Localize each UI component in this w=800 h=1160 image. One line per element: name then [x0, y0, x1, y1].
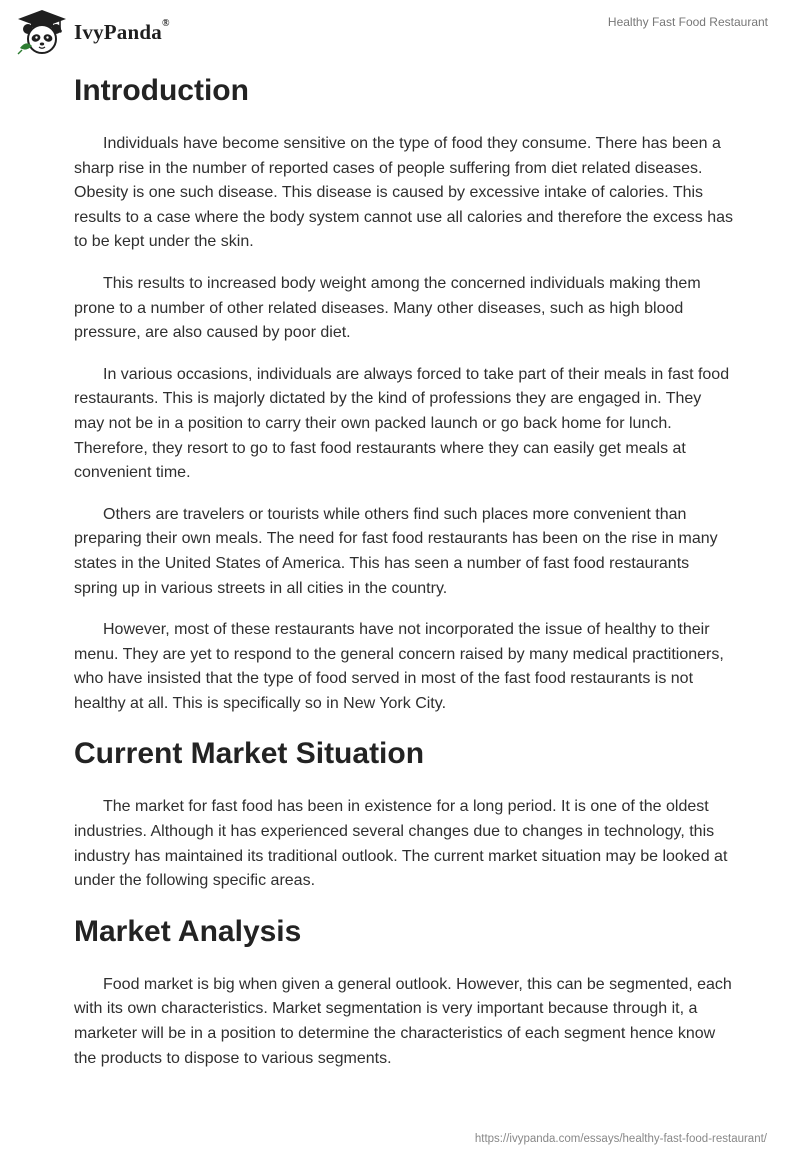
paragraph: The market for fast food has been in existence for a long period. It is one of the oldest industries. Although it has experienced several changes due to changes in technology, this industry has maintained its traditional outlook. The current market situation may be looked at under the following specific areas. [74, 798, 728, 890]
paragraph: Food market is big when given a general outlook. However, this can be segmented, each with its own characteristics. Market segmentation is very important because through it, a marketer will be in a position to determine the characteristics of each segment hence know the products to dispose to various segments. [74, 975, 732, 1067]
brand-logo[interactable] [16, 8, 170, 56]
section-heading: Current Market Situation [74, 737, 425, 771]
source-url[interactable]: https://ivypanda.com/essays/healthy-fast-food-restaurant/ [474, 1133, 767, 1145]
page-header [0, 0, 800, 64]
paragraph: Others are travelers or tourists while others find such places more convenient than preparing their own meals. The need for fast food restaurants has been on the rise in many states in the United States of America. This has seen a number of fast food restaurants spring up in various streets in all cities in the country. [74, 505, 718, 597]
document-title: Healthy Fast Food Restaurant [607, 15, 768, 29]
paragraph: This results to increased body weight among the concerned individuals making them prone to a number of other related diseases. Many other diseases, such as high blood pressure, are also caused by poor diet. [74, 274, 701, 342]
section-heading: Introduction [74, 74, 249, 107]
brand-name: IvyPanda® [74, 17, 170, 44]
article-body [74, 70, 734, 1088]
paragraph: Individuals have become sensitive on the type of food they consume. There has been a sharp rise in the number of reported cases of people suffering from diet related diseases. Obesity is one such disease. This disease is caused by excessive intake of calories. This results to a case where the body system cannot use all calories and therefore the excess has to be kept under the skin. [74, 135, 734, 251]
paragraph: However, most of these restaurants have not incorporated the issue of healthy to their menu. They are yet to respond to the general concern raised by many medical practitioners, who have insisted that the type of food served in most of the fast food restaurants is not healthy at all. This is specifically so in New York City. [74, 621, 724, 712]
paragraph: In various occasions, individuals are always forced to take part of their meals in fast food restaurants. This is majorly dictated by the kind of professions they are engaged in. They may not be in a position to carry their own packed launch or go back home for lunch. Therefore, they resort to go to fast food restaurants where they can easily get meals at convenient time. [74, 365, 730, 482]
section-heading: Market Analysis [74, 914, 302, 948]
panda-graduate-icon [16, 8, 68, 56]
